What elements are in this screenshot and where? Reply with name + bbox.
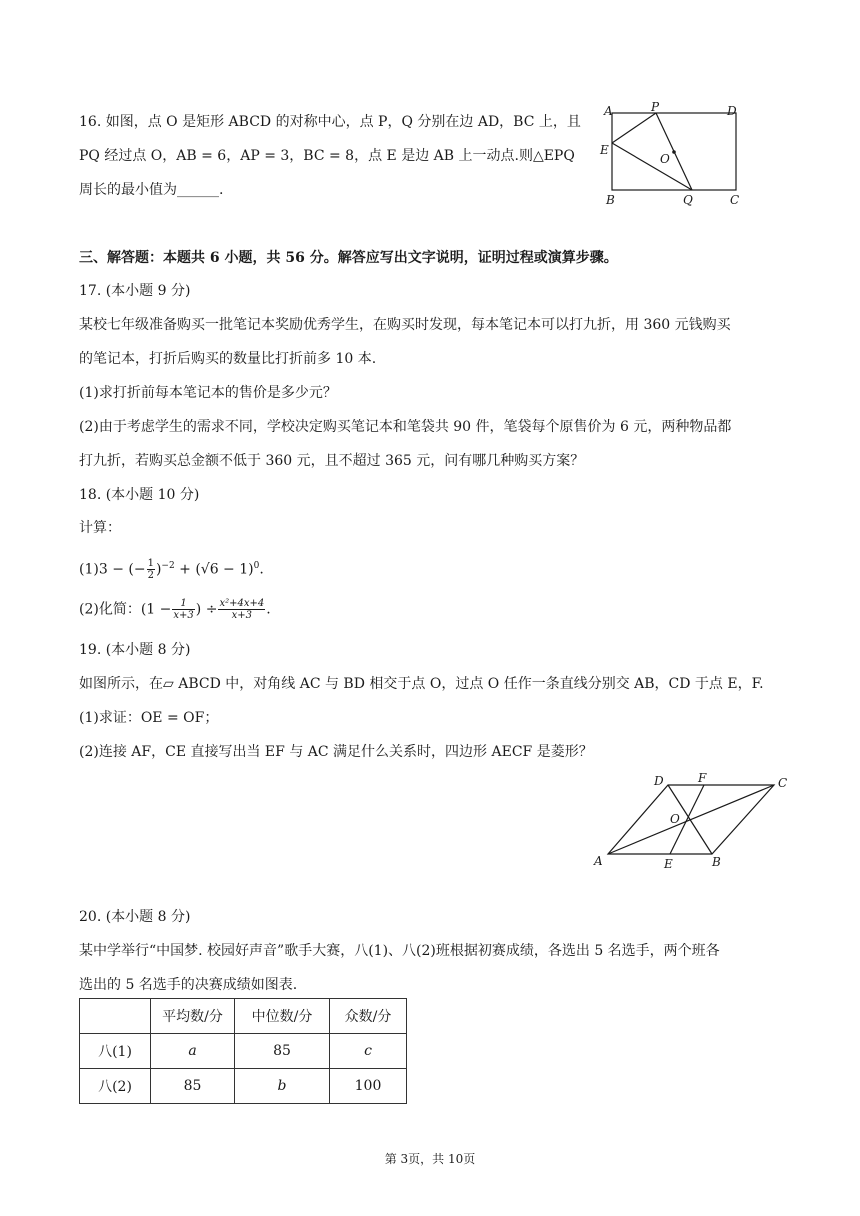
fig16-label-o: O (660, 152, 670, 166)
section-3-heading: 三、解答题：本题共 6 小题，共 56 分。解答应写出文字说明，证明过程或演算步骤。 (79, 250, 618, 266)
q19-part-1: (1)求证：OE = OF； (79, 710, 219, 726)
fig19-label-o: O (670, 812, 680, 826)
q17-stem-2: 的笔记本，打折后购买的数量比打折前多 10 本. (79, 351, 377, 367)
q20-stem-2: 选出的 5 名选手的决赛成绩如图表. (79, 977, 298, 993)
q18-p2-mid: ) ÷ (195, 601, 218, 618)
table-cell: 85 (235, 1034, 330, 1069)
q18-p2-fraction-2 (218, 598, 265, 621)
q20-stem-1: 某中学举行“中国梦. 校园好声音”歌手大赛，八(1)、八(2)班根据初赛成绩，各选出 5 名选手，两个班各 (79, 943, 720, 959)
fig19-label-b: B (712, 855, 721, 869)
fig16-label-a: A (604, 104, 613, 118)
fig16-label-c: C (730, 193, 740, 207)
table-cell: 八(1) (80, 1034, 151, 1069)
fig16-label-d: D (727, 104, 737, 118)
q18-p1-fraction (147, 558, 155, 581)
q18-p2-frac2-num: x²+4x+4 (219, 598, 265, 609)
fig16-label-b: B (606, 193, 615, 207)
table-header-cell: 平均数/分 (151, 999, 235, 1034)
q18-part-2 (79, 598, 271, 621)
q20-title: 20. (本小题 8 分) (79, 909, 191, 925)
q18-p1-exp-2: 0 (253, 561, 260, 571)
table-cell: c (330, 1034, 407, 1069)
q18-p1-prefix: (1)3 − (− (79, 561, 146, 578)
q18-p1-close: ) (155, 561, 162, 578)
table-header-cell: 中位数/分 (235, 999, 330, 1034)
q17-part-2b: 打九折，若购买总金额不低于 360 元，且不超过 365 元，问有哪几种购买方案？ (79, 453, 585, 469)
fig19-label-d: D (654, 774, 664, 788)
q17-stem-1: 某校七年级准备购买一批笔记本奖励优秀学生，在购买时发现，每本笔记本可以打九折，用 360 元钱购买 (79, 317, 731, 333)
q17-part-2a: (2)由于考虑学生的需求不同，学校决定购买笔记本和笔袋共 90 件，笔袋每个原售价为 6 元，两种物品都 (79, 419, 732, 435)
rectangle-figure (596, 100, 746, 210)
q18-p2-frac1-num: 1 (172, 598, 194, 610)
table-header-row (80, 999, 407, 1034)
fig16-label-e: E (600, 143, 609, 157)
q18-p2-frac2-den: x+3 (231, 610, 253, 621)
q18-p1-end: . (259, 561, 264, 578)
q17-part-1: (1)求打折前每本笔记本的售价是多少元？ (79, 385, 337, 401)
fig19-label-f: F (698, 771, 707, 785)
q17-title: 17. (本小题 9 分) (79, 283, 191, 299)
parallelogram-figure (588, 768, 798, 876)
q18-p2-end: . (266, 601, 271, 618)
scores-table (79, 998, 407, 1104)
table-cell: 85 (151, 1069, 235, 1104)
fig19-label-e: E (664, 857, 673, 871)
q18-title: 18. (本小题 10 分) (79, 487, 200, 503)
q16-line-2: PQ 经过点 O，AB = 6，AP = 3，BC = 8，点 E 是边 AB 上一动点.则△EPQ (79, 148, 575, 164)
q18-part-1 (79, 556, 264, 581)
fig16-label-p: P (651, 100, 660, 114)
table-row (80, 1034, 407, 1069)
q16-line-3: 周长的最小值为______. (79, 182, 224, 198)
q18-p1-exp-1: −2 (161, 561, 175, 571)
fig16-label-q: Q (683, 193, 693, 207)
q18-p1-mid: + (√6 − 1) (174, 561, 254, 578)
fig19-label-a: A (594, 854, 603, 868)
q16-line-1: 16. 如图，点 O 是矩形 ABCD 的对称中心，点 P，Q 分别在边 AD，BC 上，且 (79, 114, 581, 130)
table-cell: 100 (330, 1069, 407, 1104)
table-header-cell: 众数/分 (330, 999, 407, 1034)
q18-p2-fraction-1 (172, 598, 194, 621)
table-header-cell (80, 999, 151, 1034)
fig19-label-c: C (778, 776, 788, 790)
q19-stem: 如图所示，在▱ ABCD 中，对角线 AC 与 BD 相交于点 O，过点 O 任作一条直线分别交 AB，CD 于点 E，F. (79, 676, 764, 692)
q18-p2-frac1-den: x+3 (173, 610, 194, 621)
q19-title: 19. (本小题 8 分) (79, 642, 191, 658)
q18-intro: 计算： (79, 520, 121, 536)
q18-p2-prefix: (2)化简：(1 − (79, 601, 172, 618)
page-footer: 第 3页，共 10页 (384, 1152, 476, 1166)
q18-p1-frac-num: 1 (147, 558, 154, 570)
q19-part-2: (2)连接 AF，CE 直接写出当 EF 与 AC 满足什么关系时，四边形 AECF 是菱形？ (79, 744, 593, 760)
table-row (80, 1069, 407, 1104)
table-cell: a (151, 1034, 235, 1069)
table-cell: b (235, 1069, 330, 1104)
table-cell: 八(2) (80, 1069, 151, 1104)
q18-p1-frac-den: 2 (147, 570, 154, 582)
